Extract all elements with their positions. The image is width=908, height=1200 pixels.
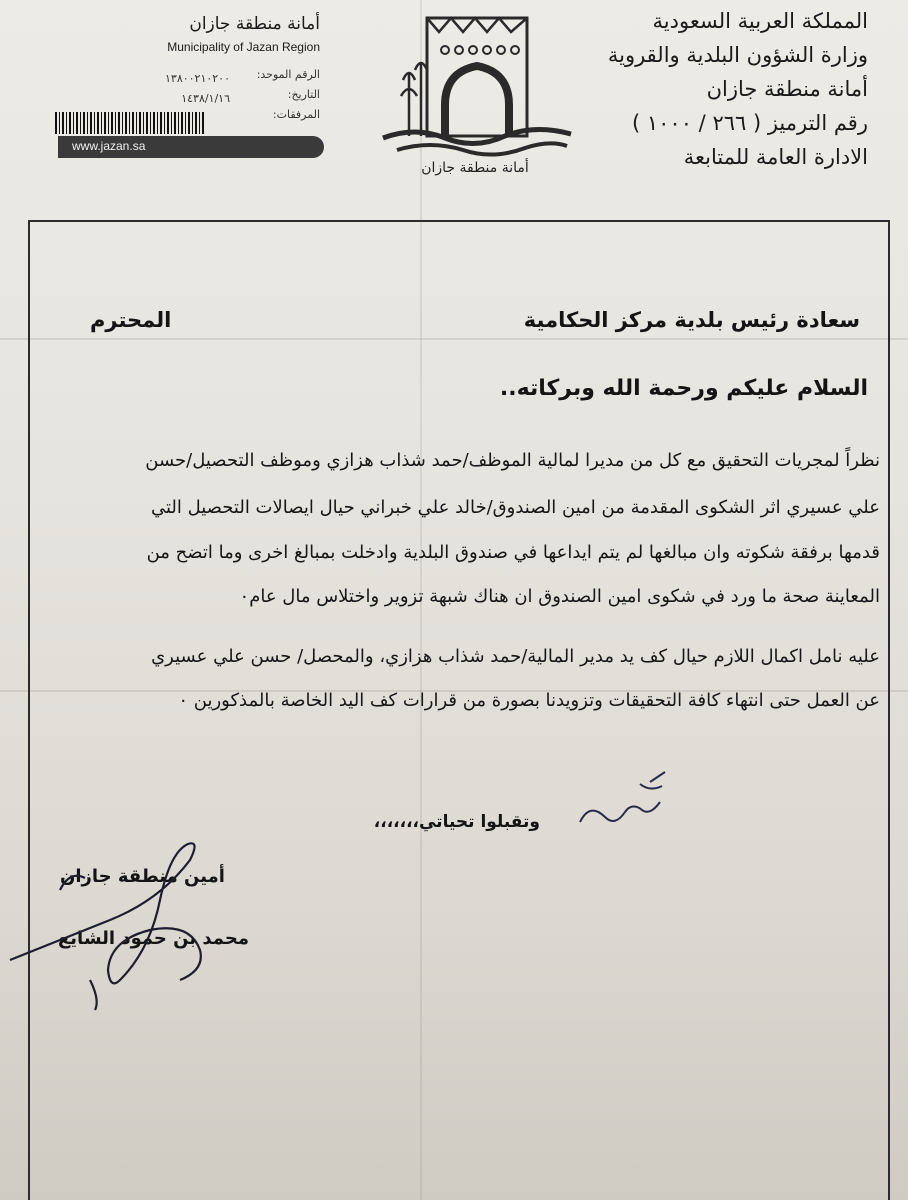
closing-line: وتقبلوا تحياتي،،،،،،، xyxy=(373,812,540,832)
greeting: السلام عليكم ورحمة الله وبركاته.. xyxy=(499,376,868,401)
signer-name: محمد بن حمود الشايع xyxy=(58,928,249,949)
department-name: الادارة العامة للمتابعة xyxy=(683,145,868,169)
paragraph-line: عليه نامل اكمال اللازم حيال كف يد مدير المالية/حمد شذاب هزازي، والمحصل/ حسن علي عسيري xyxy=(151,646,880,667)
honorific: المحترم xyxy=(90,308,172,332)
org-name-english: Municipality of Jazan Region xyxy=(167,40,320,54)
barcode xyxy=(55,112,205,134)
signature-scribble-icon xyxy=(0,830,260,1020)
municipality-name: أمانة منطقة جازان xyxy=(706,77,868,101)
addressee: سعادة رئيس بلدية مركز الحكامية xyxy=(523,308,860,332)
date-label: التاريخ: xyxy=(287,88,320,101)
paragraph-line: قدمها برفقة شكوته وان مبالغها لم يتم ايداعها في صندوق البلدية وادخلت بمبالغ اخرى وما اتضح من xyxy=(146,542,880,563)
paragraph-line: المعاينة صحة ما ورد في شكوى امين الصندوق ان هناك شبهة تزوير واختلاس مال عام٠ xyxy=(239,586,880,607)
attachments-row xyxy=(273,108,320,121)
date-value: ١٤٣٨/١/١٦ xyxy=(181,92,230,105)
org-name-arabic: أمانة منطقة جازان xyxy=(189,14,320,34)
ref-label: الرقم الموحد: xyxy=(256,68,320,81)
website-bar xyxy=(58,136,324,158)
paragraph-line: عن العمل حتى انتهاء كافة التحقيقات وتزويدنا بصورة من قرارات كف اليد الخاصة بالمذكورين ٠ xyxy=(178,690,880,711)
paragraph-line: علي عسيري اثر الشكوى المقدمة من امين الصندوق/خالد علي خبراني حيال ايصالات التحصيل التي xyxy=(150,497,880,518)
date-row xyxy=(288,88,320,101)
website-url: www.jazan.sa xyxy=(72,139,146,153)
attachments-label: المرفقات: xyxy=(272,108,320,121)
signer-title: أمين منطقة جازان xyxy=(60,866,225,887)
paragraph-line: نظراً لمجريات التحقيق مع كل من مديرا لمالية الموظف/حمد شذاب هزازي وموظف التحصيل/حسن xyxy=(145,450,880,471)
ref-row xyxy=(257,68,320,81)
logo-caption: أمانة منطقة جازان xyxy=(421,160,529,176)
ministry-name: وزارة الشؤون البلدية والقروية xyxy=(607,43,868,67)
ministry-header xyxy=(568,4,868,174)
ref-value: ١٣٨٠٠٢١٠٢٠٠ xyxy=(165,72,230,85)
reference-code: رقم الترميز ( ٢٦٦ / ١٠٠٠ ) xyxy=(632,111,868,135)
handwritten-initials-icon xyxy=(570,762,680,842)
country-name: المملكة العربية السعودية xyxy=(652,9,868,33)
